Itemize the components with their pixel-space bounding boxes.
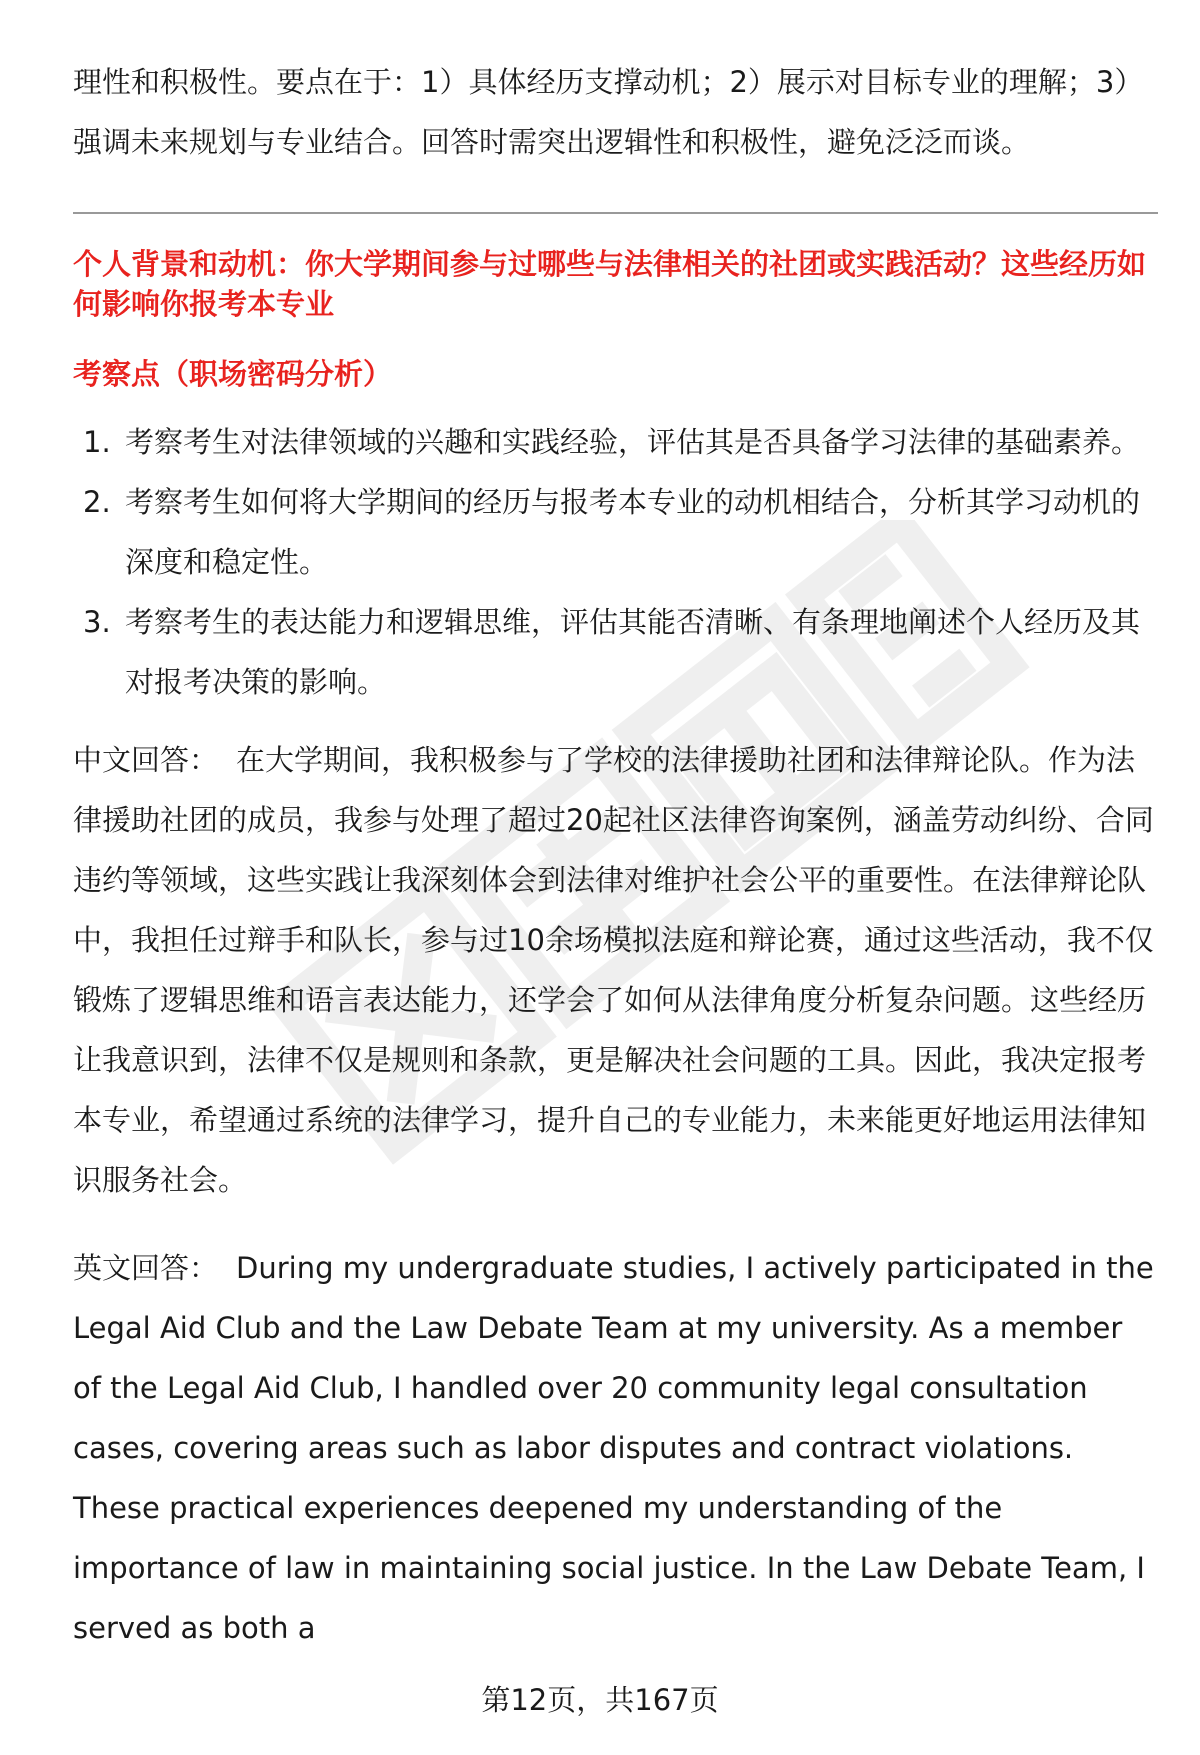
points-list — [73, 412, 1158, 712]
list-item-text: 考察考生如何将大学期间的经历与报考本专业的动机相结合，分析其学习动机的深度和稳定性。 — [125, 485, 1141, 579]
list-item-number: 2. — [83, 485, 111, 519]
chinese-answer-text: 在大学期间，我积极参与了学校的法律援助社团和法律辩论队。作为法律援助社团的成员，我参与处理了超过20起社区法律咨询案例，涵盖劳动纠纷、合同违约等领域，这些实践让我深刻体会到法律对维护社会公平的重要性。在法律辩论队中，我担任过辩手和队长，参与过10余场模拟法庭和辩论赛，通过这些活动，我不仅锻炼了逻辑思维和语言表达能力，还学会了如何从法律角度分析复杂问题。这些经历让我意识到，法律不仅是规则和条款，更是解决社会问题的工具。因此，我决定报考本专业，希望通过系统的法律学习，提升自己的专业能力，未来能更好地运用法律知识服务社会。 — [73, 743, 1154, 1197]
list-item-text: 考察考生对法律领域的兴趣和实践经验，评估其是否具备学习法律的基础素养。 — [125, 425, 1141, 459]
section-divider — [73, 212, 1158, 214]
intro-paragraph: 理性和积极性。要点在于：1）具体经历支撑动机；2）展示对目标专业的理解；3）强调未来规划与专业结合。回答时需突出逻辑性和积极性，避免泛泛而谈。 — [73, 65, 1144, 159]
chinese-answer-label: 中文回答： — [73, 743, 219, 777]
list-item — [73, 412, 1158, 472]
english-answer — [73, 1238, 1158, 1658]
points-heading: 考察点（职场密码分析） — [73, 357, 393, 391]
list-item-number: 1. — [83, 425, 111, 459]
document-content — [73, 52, 1158, 1658]
page-number-footer: 第12页，共167页 — [481, 1683, 719, 1717]
list-item — [73, 592, 1158, 712]
english-answer-text: During my undergraduate studies, I actively participated in the Legal Aid Club and the Law Debate Team at my university. As a member of the Legal Aid Club, I handled over 20 community legal consultation cases, covering areas such as labor disputes and contract violations. These practical experiences deepened my understanding of the importance of law in maintaining social justice. In the Law Debate Team, I served as both a — [73, 1251, 1154, 1645]
english-answer-label: 英文回答： — [73, 1251, 219, 1285]
list-item-text: 考察考生的表达能力和逻辑思维，评估其能否清晰、有条理地阐述个人经历及其对报考决策的影响。 — [125, 605, 1141, 699]
chinese-answer — [73, 730, 1158, 1210]
question-title: 个人背景和动机：你大学期间参与过哪些与法律相关的社团或实践活动？这些经历如何影响你报考本专业 — [73, 247, 1147, 321]
list-item-number: 3. — [83, 605, 111, 639]
list-item — [73, 472, 1158, 592]
